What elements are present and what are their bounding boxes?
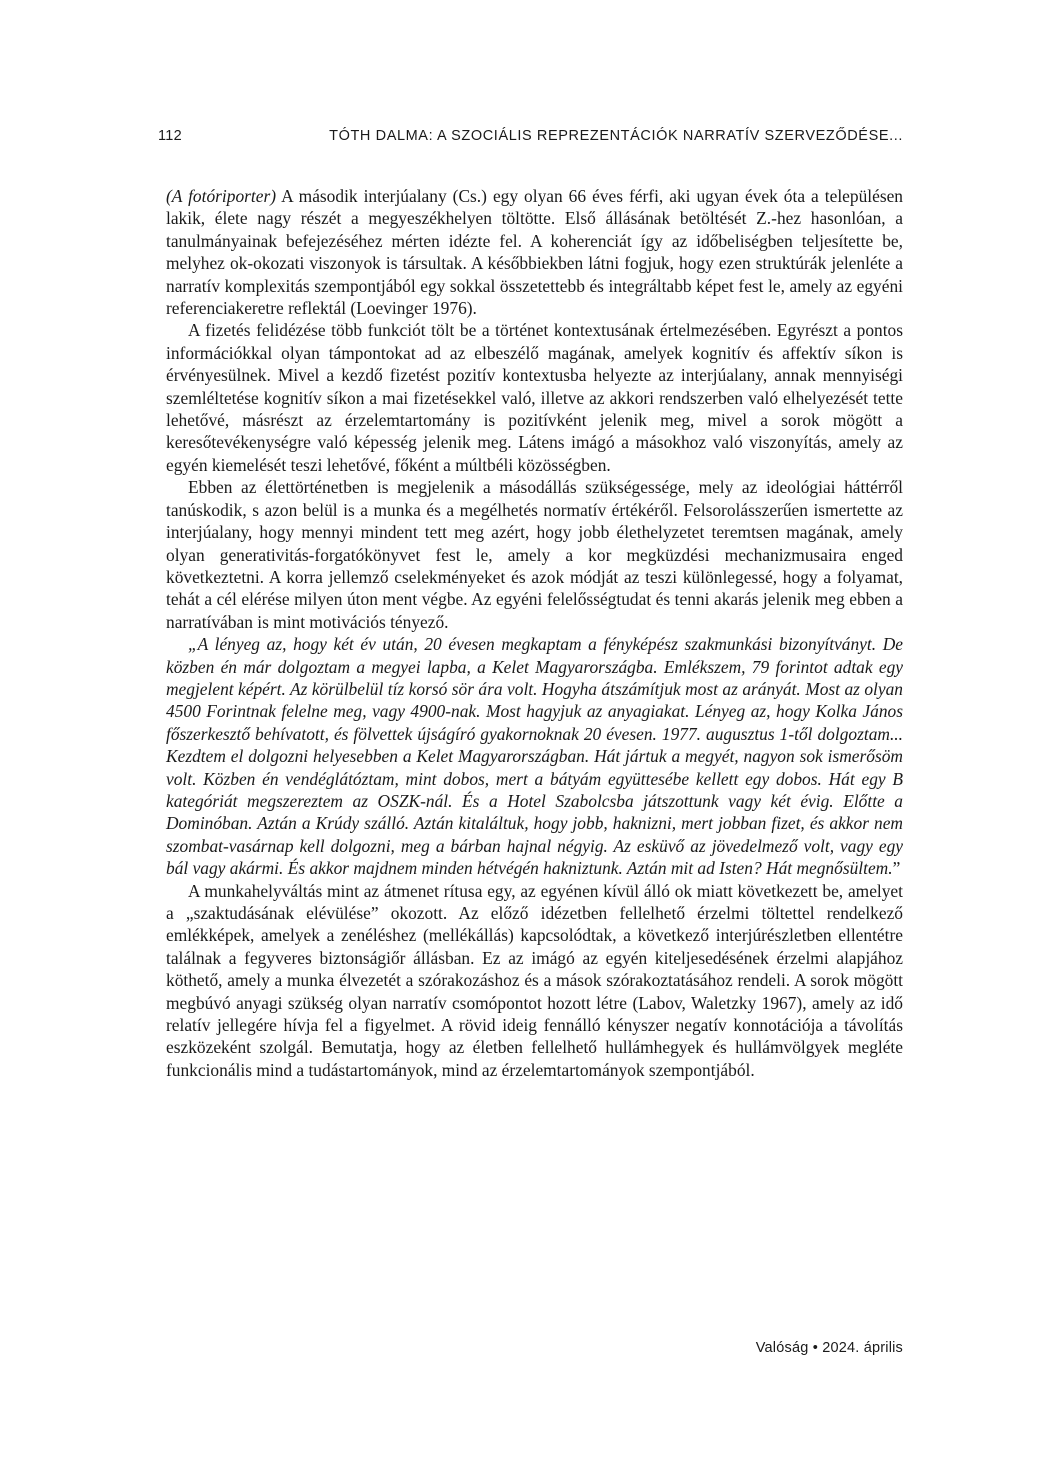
running-header xyxy=(158,128,903,148)
paragraph-1-text: A második interjúalany (Cs.) egy olyan 66 éves férfi, aki ugyan évek óta a településen lakik, élete nagy részét a megyeszékhelyen töltötte. Első állásának betöltését Z.-hez hasonlóan, a tanulmányainak befejezéséhez mérten idézte fel. A koherenciát így az időbeliségben teljesítette be, melyhez ok-okozati viszonyok is társultak. A későbbiekben látni fogjuk, hogy ezen struktúrák jelenléte a narratív komplexitás szempontjából egy sokkal összetettebb és integráltabb képet fest le, amely az egyéni referenciakeretre reflektál (Loevinger 1976). xyxy=(166,186,903,319)
paragraph-3: Ebben az élettörténetben is megjelenik a másodállás szükségessége, mely az ideológiai háttérről tanúskodik, s azon belül is a munka és a megélhetés normatív értékéről. Felsorolásszerűen ismertette az interjúalany, hogy mennyi mindent tett meg azért, hogy jobb élethelyzetet teremtsen magának, amely olyan generativitás-forgatókönyvet fest le, amely a kor megküzdési mechanizmusaira enged következtetni. A korra jellemző cselekményeket és azok módját az teszi különlegessé, hogy a folyamat, tehát a cél elérése milyen úton ment végbe. Az egyéni felelősségtudat és tenni akarás jelenik meg ebben a narratívában is mint motivációs tényező. xyxy=(166,477,903,632)
article-body xyxy=(166,185,903,1081)
page-footer: Valóság • 2024. április xyxy=(755,1340,903,1356)
paragraph-2: A fizetés felidézése több funkciót tölt be a történet kontextusának értelmezésében. Egyrészt a pontos információkkal olyan támpontokat ad az elbeszélő magának, amelyek kognitív és affektív síkon is érvényesülnek. Mivel a kezdő fizetést pozitív kontextusba helyezte az interjúalany, annak mennyiségi szemléltetése kognitív síkon a mai fizetésekkel való, illetve az akkori rendszerben való elhelyezését tette lehetővé, másrészt az érzelemtartomány is pozitívként jelenik meg, mivel a sorok mögött a keresőtevékenységre való képesség jelenik meg. Látens imágó a másokhoz való viszonyítás, amely az egyén kiemelését teszi lehetővé, főként a múltbéli közösségben. xyxy=(166,320,903,475)
running-title: TÓTH DALMA: A SZOCIÁLIS REPREZENTÁCIÓK NARRATÍV SZERVEZŐDÉSE... xyxy=(329,128,903,144)
paragraph-1 xyxy=(166,185,903,319)
interview-quote-text: „A lényeg az, hogy két év után, 20 évesen megkaptam a fényképész szakmunkási bizonyítványt. De közben én már dolgoztam a megyei lapba, a Kelet Magyarországba. Emlékszem, 79 forintot adtak egy megjelent képért. Az körülbelül tíz korsó sör ára volt. Hogyha átszámítjuk most az arányát. Most az olyan 4500 Forintnak felelne meg, vagy 4900-nak. Most hagyjuk az anyagiakat. Lényeg az, hogy Kolka János főszerkesztő behívatott, és fölvettek újságíró gyakornoknak 20 évesen. 1977. augusztus 1-től dolgoztam... Kezdtem el dolgozni helyesebben a Kelet Magyarországban. Hát jártuk a megyét, nagyon sok ismerősöm volt. Közben én vendéglátóztam, mint dobos, mert a bátyám együttesébe kellett egy dobos. Hát egy B kategóriát megszereztem az OSZK-nál. És a Hotel Szabolcsba játszottunk vagy két évig. Előtte a Dominóban. Aztán a Krúdy szálló. Aztán kitaláltuk, hogy jobb, haknizni, mert jobban fizet, és akkor nem szombat-vasárnap kell dolgozni, meg a bárban hajnal négyig. Az esküvő az jövedelmező volt, vagy egy bál vagy akármi. És akkor majdnem minden hétvégén hakniztunk. Aztán mit ad Isten? Hát megnősültem. xyxy=(166,634,903,879)
interview-quote xyxy=(166,633,903,879)
page-number: 112 xyxy=(158,128,183,144)
paragraph-1-lead: (A fotóriporter) xyxy=(166,186,277,206)
interview-quote-close: ” xyxy=(892,858,901,879)
paragraph-5: A munkahelyváltás mint az átmenet rítusa egy, az egyénen kívül álló ok miatt következett be, amelyet a „szaktudásának elévülése” okozott. Az előző idézetben fellelhető érzelmi töltettel rendelkező emlékképek, amelyek a zenéléshez (mellékállás) kapcsolódtak, a következő interjúrészletben ellentétre találnak a fegyveres biztonságiőr állásban. Ez az imágó az egyén kiteljesedésének érzelmi alapjához köthető, amely a munka élvezetét a szórakozáshoz és a mások szórakoztatásához rendeli. A sorok mögött megbúvó anyagi szükség olyan narratív csomópontot hozott létre (Labov, Waletzky 1967), amely az idő relatív jellegére hívja fel a figyelmet. A rövid ideig fennálló kényszer negatív konnotációja a távolítás eszközeként szolgál. Bemutatja, hogy az életben fellelhető hullámhegyek és hullámvölgyek megléte funkcionális mind a tudástartományok, mind az érzelemtartományok szempontjából. xyxy=(166,880,903,1080)
